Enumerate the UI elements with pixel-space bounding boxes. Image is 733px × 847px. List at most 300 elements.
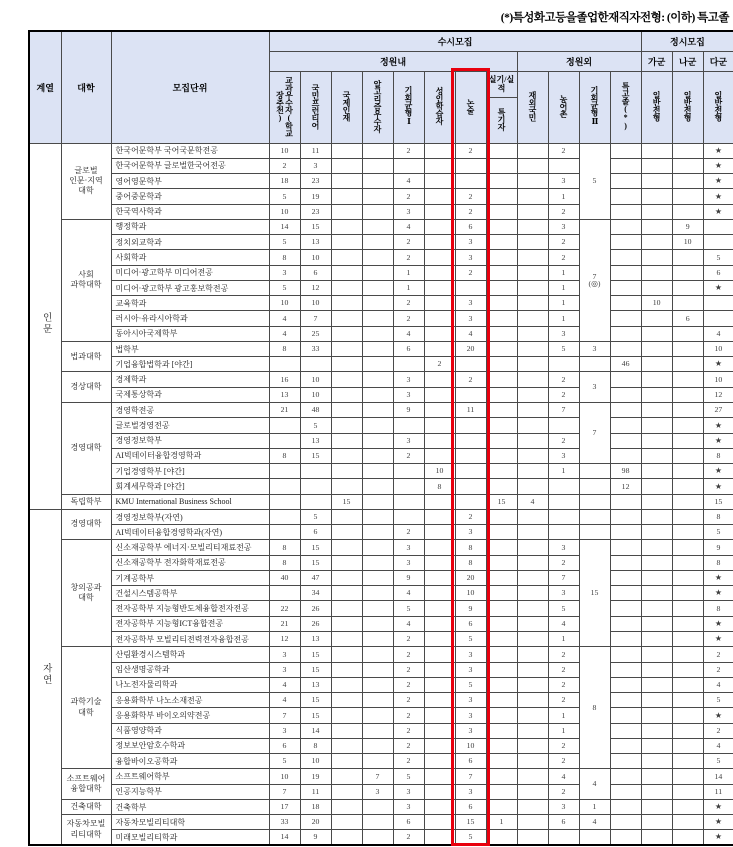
k2-merged-cell: 3 (579, 372, 610, 403)
value-cell (672, 433, 703, 448)
value-cell (362, 509, 393, 524)
value-cell: 2 (393, 296, 424, 311)
value-cell (641, 570, 672, 585)
value-cell (517, 433, 548, 448)
value-cell: 4 (269, 677, 300, 692)
column-header: 교과우수자(학교장추천) (269, 71, 300, 143)
nonsul-cell: 3 (455, 250, 486, 265)
value-cell (610, 586, 641, 601)
nonsul-cell: 3 (455, 296, 486, 311)
value-cell (641, 418, 672, 433)
value-cell: 5 (269, 235, 300, 250)
value-cell: 26 (300, 616, 331, 631)
value-cell (362, 280, 393, 295)
table-row (29, 494, 733, 509)
value-cell (517, 555, 548, 570)
value-cell: 6 (300, 265, 331, 280)
value-cell (517, 830, 548, 845)
value-cell (703, 235, 733, 250)
value-cell (486, 677, 517, 692)
value-cell: 19 (300, 189, 331, 204)
value-cell (641, 754, 672, 769)
value-cell: 33 (269, 815, 300, 830)
value-cell (672, 525, 703, 540)
value-cell (641, 815, 672, 830)
value-cell (424, 830, 455, 845)
nonsul-cell: 9 (455, 601, 486, 616)
value-cell (517, 250, 548, 265)
value-cell (331, 616, 362, 631)
unit-cell: 응용화학부 나노소재전공 (111, 693, 269, 708)
value-cell: 1 (548, 632, 579, 647)
value-cell: 6 (672, 311, 703, 326)
table-row (29, 525, 733, 540)
nonsul-cell (455, 494, 486, 509)
value-cell: 19 (300, 769, 331, 784)
value-cell (641, 677, 672, 692)
value-cell: 3 (269, 647, 300, 662)
value-cell (362, 464, 393, 479)
value-cell (300, 357, 331, 372)
value-cell (548, 509, 579, 524)
value-cell: 10 (703, 341, 733, 356)
value-cell (331, 296, 362, 311)
value-cell (331, 723, 362, 738)
value-cell (486, 540, 517, 555)
value-cell (362, 403, 393, 418)
unit-cell: 한국어문학부 국어국문학전공 (111, 143, 269, 158)
value-cell (362, 601, 393, 616)
value-cell: 2 (548, 387, 579, 402)
table-row (29, 677, 733, 692)
value-cell (331, 341, 362, 356)
unit-cell: 경영정보학부 (111, 433, 269, 448)
value-cell (269, 525, 300, 540)
value-cell: 7 (300, 311, 331, 326)
value-cell (641, 632, 672, 647)
k2-cell (579, 525, 610, 540)
value-cell: 6 (393, 815, 424, 830)
table-row (29, 204, 733, 219)
value-cell (672, 326, 703, 341)
value-cell (424, 341, 455, 356)
value-cell: 12 (610, 479, 641, 494)
value-cell (610, 616, 641, 631)
value-cell: 48 (300, 403, 331, 418)
value-cell (641, 723, 672, 738)
unit-cell: 식품영양학과 (111, 723, 269, 738)
table-row (29, 143, 733, 158)
value-cell (362, 372, 393, 387)
value-cell: 98 (610, 464, 641, 479)
value-cell (486, 509, 517, 524)
value-cell: 2 (393, 632, 424, 647)
value-cell: 1 (486, 815, 517, 830)
value-cell (610, 204, 641, 219)
value-cell: ★ (703, 570, 733, 585)
value-cell (300, 494, 331, 509)
nonsul-cell: 3 (455, 525, 486, 540)
value-cell (486, 143, 517, 158)
value-cell: ★ (703, 204, 733, 219)
value-cell: 46 (610, 357, 641, 372)
k2-cell: 3 (579, 341, 610, 356)
value-cell (672, 509, 703, 524)
value-cell: 7 (548, 570, 579, 585)
value-cell (393, 158, 424, 173)
value-cell (486, 204, 517, 219)
nonsul-cell: 8 (455, 540, 486, 555)
value-cell: 10 (300, 372, 331, 387)
value-cell (362, 525, 393, 540)
value-cell (610, 387, 641, 402)
value-cell (362, 250, 393, 265)
value-cell: ★ (703, 143, 733, 158)
unit-cell: 러시아·유라시아학과 (111, 311, 269, 326)
value-cell (641, 784, 672, 799)
value-cell (331, 464, 362, 479)
nonsul-cell (455, 448, 486, 463)
nonsul-cell: 3 (455, 784, 486, 799)
value-cell: 15 (300, 647, 331, 662)
value-cell (362, 693, 393, 708)
value-cell (486, 219, 517, 234)
value-cell (486, 784, 517, 799)
nonsul-cell: 4 (455, 326, 486, 341)
nonsul-cell: 6 (455, 754, 486, 769)
value-cell: 2 (548, 433, 579, 448)
value-cell (672, 494, 703, 509)
table-row (29, 265, 733, 280)
value-cell (486, 555, 517, 570)
value-cell (269, 418, 300, 433)
value-cell (486, 754, 517, 769)
value-cell: 8 (703, 555, 733, 570)
within-quota-header: 정원내 (269, 51, 517, 71)
value-cell (517, 738, 548, 753)
value-cell: 3 (393, 372, 424, 387)
value-cell (331, 525, 362, 540)
value-cell (331, 158, 362, 173)
table-row (29, 235, 733, 250)
value-cell (641, 479, 672, 494)
nonsul-cell: 2 (455, 372, 486, 387)
value-cell: 5 (269, 189, 300, 204)
value-cell (362, 326, 393, 341)
value-cell: 10 (703, 372, 733, 387)
value-cell (331, 479, 362, 494)
value-cell: 5 (300, 418, 331, 433)
value-cell: 3 (548, 586, 579, 601)
admissions-quota-table (28, 30, 733, 846)
value-cell: 1 (548, 296, 579, 311)
college-cell: 사회 과학대학 (61, 219, 111, 341)
value-cell: 2 (393, 311, 424, 326)
value-cell (672, 387, 703, 402)
value-cell (331, 586, 362, 601)
value-cell (517, 357, 548, 372)
value-cell (486, 372, 517, 387)
value-cell (486, 448, 517, 463)
value-cell: 5 (300, 509, 331, 524)
value-cell: 2 (548, 754, 579, 769)
value-cell (641, 601, 672, 616)
college-cell: 독립학부 (61, 494, 111, 509)
susi-group-header: 수시모집 (269, 31, 641, 51)
value-cell: 2 (548, 235, 579, 250)
college-cell: 창의공과 대학 (61, 540, 111, 647)
value-cell: 15 (486, 494, 517, 509)
nonsul-cell (455, 387, 486, 402)
value-cell (610, 799, 641, 814)
nonsul-cell: 2 (455, 143, 486, 158)
unit-cell: 법학부 (111, 341, 269, 356)
value-cell (517, 525, 548, 540)
value-cell: ★ (703, 158, 733, 173)
value-cell: 5 (703, 250, 733, 265)
nonsul-cell: 20 (455, 570, 486, 585)
value-cell: 1 (548, 708, 579, 723)
value-cell: 13 (300, 235, 331, 250)
column-header: 농어촌 (548, 71, 579, 143)
nonsul-cell: 3 (455, 693, 486, 708)
value-cell (331, 280, 362, 295)
value-cell: ★ (703, 586, 733, 601)
table-row (29, 280, 733, 295)
table-row (29, 799, 733, 814)
value-cell (641, 738, 672, 753)
value-cell: 2 (393, 647, 424, 662)
teukgija-column-header: 특기자 (486, 97, 517, 143)
value-cell: 18 (269, 174, 300, 189)
value-cell (517, 586, 548, 601)
value-cell: 6 (548, 815, 579, 830)
value-cell (703, 219, 733, 234)
value-cell (672, 555, 703, 570)
value-cell (641, 372, 672, 387)
k2-merged-cell: 15 (579, 540, 610, 647)
value-cell: 6 (703, 265, 733, 280)
unit-cell: 교육학과 (111, 296, 269, 311)
college-cell: 법과대학 (61, 341, 111, 372)
value-cell (362, 830, 393, 845)
value-cell (610, 372, 641, 387)
nonsul-cell: 3 (455, 662, 486, 677)
value-cell (610, 143, 641, 158)
value-cell (610, 754, 641, 769)
column-header: 기회균형Ⅰ (393, 71, 424, 143)
value-cell (331, 387, 362, 402)
value-cell: 2 (393, 738, 424, 753)
value-cell (610, 693, 641, 708)
nonsul-cell: 2 (455, 204, 486, 219)
value-cell: 2 (424, 357, 455, 372)
value-cell (486, 387, 517, 402)
value-cell (610, 433, 641, 448)
value-cell (641, 433, 672, 448)
value-cell (362, 555, 393, 570)
value-cell (486, 632, 517, 647)
value-cell (610, 769, 641, 784)
value-cell (672, 464, 703, 479)
value-cell: 3 (548, 799, 579, 814)
value-cell (610, 830, 641, 845)
unit-cell: 자동차모빌리티대학 (111, 815, 269, 830)
value-cell: 8 (269, 250, 300, 265)
value-cell (331, 555, 362, 570)
unit-cell: 중어중문학과 (111, 189, 269, 204)
k2-cell (579, 479, 610, 494)
value-cell (300, 479, 331, 494)
k2-cell (579, 509, 610, 524)
value-cell (486, 662, 517, 677)
column-header: 기회균형Ⅱ (579, 71, 610, 143)
value-cell: 16 (269, 372, 300, 387)
value-cell (610, 418, 641, 433)
value-cell (610, 280, 641, 295)
value-cell: 20 (300, 815, 331, 830)
table-row (29, 311, 733, 326)
value-cell: 4 (269, 311, 300, 326)
nonsul-cell (455, 158, 486, 173)
value-cell (641, 204, 672, 219)
value-cell (362, 189, 393, 204)
value-cell (517, 143, 548, 158)
value-cell (331, 143, 362, 158)
value-cell (393, 479, 424, 494)
value-cell: 15 (300, 540, 331, 555)
unit-cell: 미디어·광고학부 광고홍보학전공 (111, 280, 269, 295)
value-cell: 47 (300, 570, 331, 585)
value-cell (517, 296, 548, 311)
na-group-header: 나군 (672, 51, 703, 71)
value-cell (424, 433, 455, 448)
value-cell (517, 204, 548, 219)
value-cell (610, 235, 641, 250)
nonsul-cell (455, 418, 486, 433)
value-cell (517, 326, 548, 341)
value-cell: 10 (300, 296, 331, 311)
college-cell: 자동차모빌 리티대학 (61, 815, 111, 846)
value-cell (424, 403, 455, 418)
table-row (29, 738, 733, 753)
value-cell (362, 570, 393, 585)
value-cell: 8 (703, 509, 733, 524)
value-cell: 2 (703, 647, 733, 662)
unit-cell: AI빅데이터융합경영학과 (111, 448, 269, 463)
value-cell: ★ (703, 799, 733, 814)
value-cell: 25 (300, 326, 331, 341)
value-cell: 5 (269, 754, 300, 769)
value-cell: 14 (269, 830, 300, 845)
value-cell (424, 708, 455, 723)
value-cell (424, 769, 455, 784)
value-cell: 9 (393, 570, 424, 585)
value-cell (517, 464, 548, 479)
value-cell: 26 (300, 601, 331, 616)
value-cell (641, 250, 672, 265)
value-cell: 4 (393, 326, 424, 341)
value-cell: 12 (703, 387, 733, 402)
value-cell (610, 341, 641, 356)
value-cell (641, 509, 672, 524)
unit-cell: 정치외교학과 (111, 235, 269, 250)
value-cell: 9 (300, 830, 331, 845)
table-row (29, 708, 733, 723)
value-cell: 2 (548, 372, 579, 387)
value-cell (331, 357, 362, 372)
value-cell (331, 647, 362, 662)
value-cell (424, 647, 455, 662)
value-cell (424, 143, 455, 158)
value-cell (424, 616, 455, 631)
value-cell: 2 (548, 204, 579, 219)
value-cell (548, 357, 579, 372)
value-cell (517, 799, 548, 814)
value-cell (672, 830, 703, 845)
value-cell (610, 570, 641, 585)
value-cell (517, 601, 548, 616)
value-cell: 7 (269, 708, 300, 723)
value-cell (362, 708, 393, 723)
unit-cell: 미디어·광고학부 미디어전공 (111, 265, 269, 280)
value-cell (517, 219, 548, 234)
value-cell (486, 693, 517, 708)
value-cell (672, 265, 703, 280)
unit-cell: 전자공학부 지능형ICT융합전공 (111, 616, 269, 631)
value-cell (517, 769, 548, 784)
value-cell: 4 (269, 326, 300, 341)
value-cell: 8 (269, 341, 300, 356)
value-cell (486, 265, 517, 280)
value-cell (610, 494, 641, 509)
nonsul-column-header: 논술 (455, 71, 486, 143)
value-cell (641, 311, 672, 326)
nonsul-cell: 6 (455, 219, 486, 234)
table-note: (*)특성화고등을졸업한재직자전형: (이하) 특고졸 (500, 12, 729, 24)
unit-cell: 한국역사학과 (111, 204, 269, 219)
value-cell: 3 (393, 799, 424, 814)
k2-cell (579, 494, 610, 509)
value-cell: ★ (703, 433, 733, 448)
value-cell (393, 418, 424, 433)
value-cell: 10 (300, 754, 331, 769)
value-cell (672, 601, 703, 616)
value-cell (672, 158, 703, 173)
value-cell: 23 (300, 204, 331, 219)
k2-merged-cell: 7 (579, 403, 610, 464)
value-cell (517, 189, 548, 204)
value-cell: ★ (703, 815, 733, 830)
value-cell (362, 143, 393, 158)
value-cell: 5 (703, 754, 733, 769)
column-header: 알고리즘우수자 (362, 71, 393, 143)
series-column-header: 계열 (29, 31, 61, 143)
unit-cell: 동아시아국제학부 (111, 326, 269, 341)
college-cell: 경영대학 (61, 403, 111, 495)
table-row (29, 723, 733, 738)
value-cell (610, 815, 641, 830)
unit-cell: 건설시스템공학부 (111, 586, 269, 601)
value-cell (486, 296, 517, 311)
value-cell: 8 (269, 540, 300, 555)
value-cell (517, 662, 548, 677)
value-cell (424, 555, 455, 570)
value-cell (672, 189, 703, 204)
value-cell (424, 448, 455, 463)
nonsul-cell: 3 (455, 311, 486, 326)
value-cell: 15 (300, 662, 331, 677)
